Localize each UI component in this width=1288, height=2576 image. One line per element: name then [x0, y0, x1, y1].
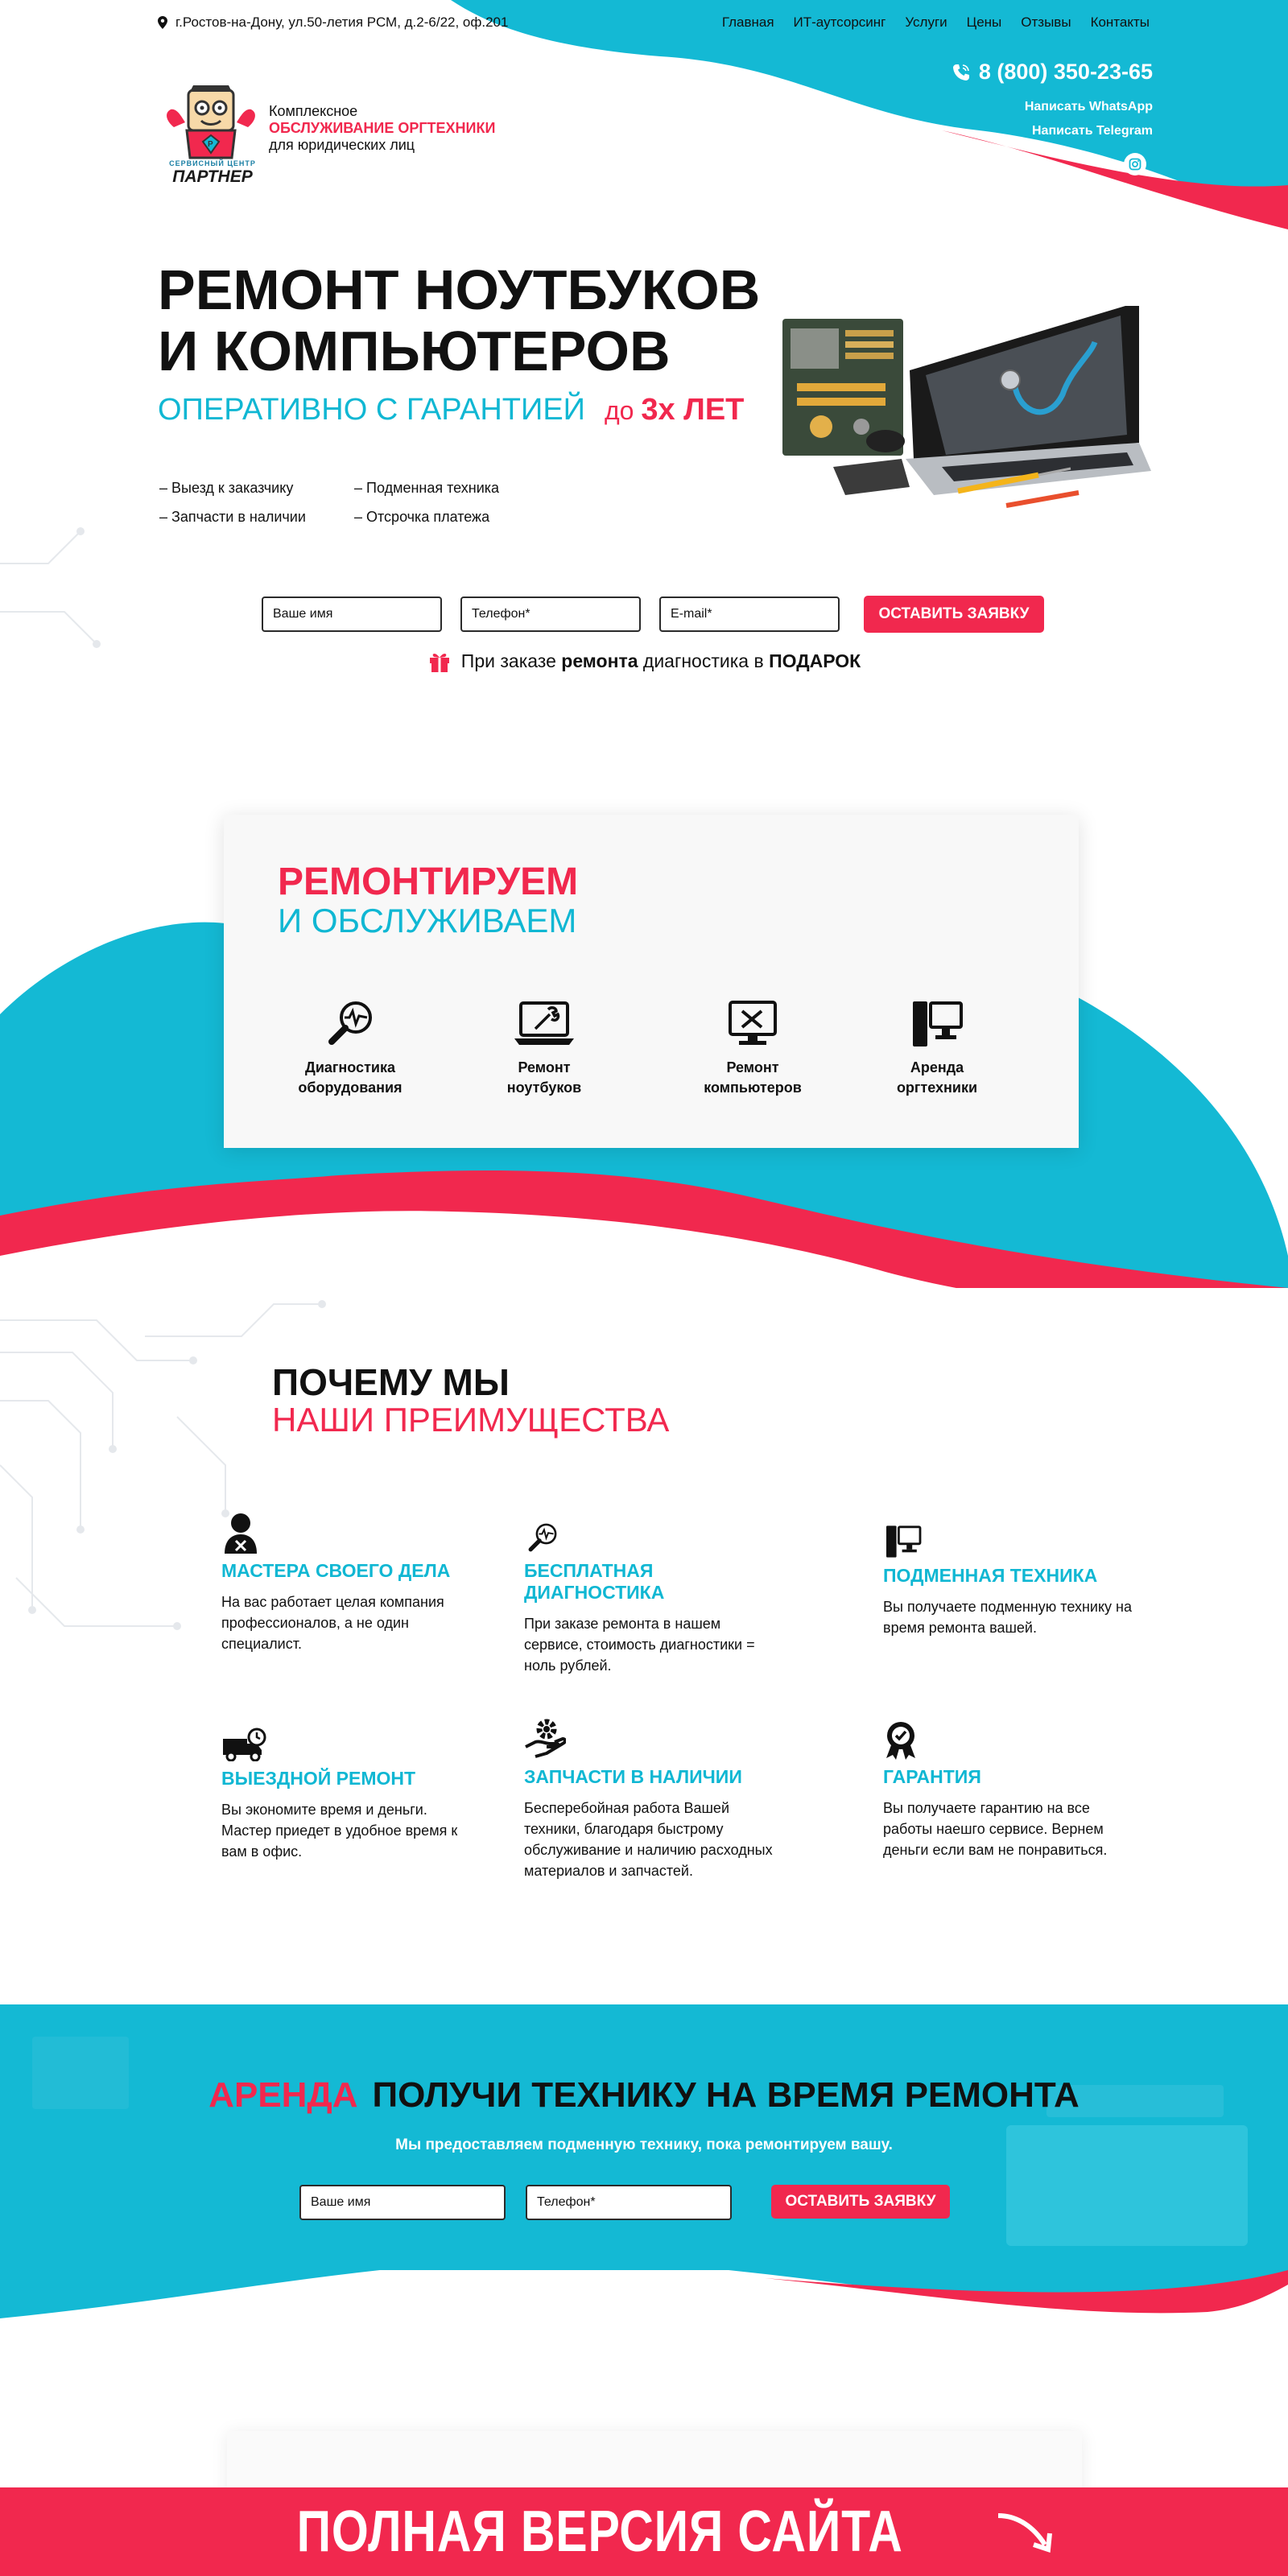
logo-caption-big: ПАРТНЕР: [172, 167, 253, 186]
service-label-line2: оргтехники: [896, 1080, 978, 1096]
nav-item-prices[interactable]: Цены: [966, 14, 1002, 30]
hero-laptop-motherboard-image: [773, 306, 1151, 515]
service-label-line2: ноутбуков: [506, 1080, 582, 1096]
service-label-line2: компьютеров: [704, 1080, 802, 1096]
hero-title-line2: И КОМПЬЮТЕРОВ: [158, 320, 671, 382]
email-input[interactable]: [659, 597, 840, 632]
hero-subtitle: [158, 393, 744, 427]
whatsapp-link[interactable]: Написать WhatsApp: [1024, 100, 1153, 114]
logo-tagline: [269, 103, 495, 154]
nav-item-contacts[interactable]: Контакты: [1090, 14, 1150, 30]
address-block: [158, 14, 508, 31]
advantage-text: Вы экономите время и деньги. Мастер приедет в удобное время к вам в офис.: [221, 1802, 458, 1860]
magnifier-pulse-icon: [524, 1521, 561, 1554]
hero-title: [158, 259, 760, 382]
advantages-subtitle: НАШИ ПРЕИМУЩЕСТВА: [272, 1401, 670, 1439]
full-version-banner[interactable]: [0, 2487, 1288, 2576]
warranty-badge: [605, 393, 744, 427]
name-input[interactable]: [262, 597, 442, 632]
technician-icon: [221, 1512, 260, 1554]
advantage-title: ЗАПЧАСТИ В НАЛИЧИИ: [524, 1766, 742, 1787]
advantage-title: ВЫЕЗДНОЙ РЕМОНТ: [221, 1768, 416, 1789]
advantage-item: [524, 1526, 782, 1676]
hero-subtitle-text: ОПЕРАТИВНО С ГАРАНТИЕЙ: [158, 393, 585, 427]
gift-text-pre: При заказе: [460, 650, 562, 671]
logo-caption-small: СЕРВИСНЫЙ ЦЕНТР: [169, 159, 256, 167]
phone-icon: [952, 63, 971, 82]
advantage-text: Вы получаете подменную технику на время ремонта вашей.: [883, 1599, 1132, 1636]
gift-note: [0, 649, 1288, 673]
desktop-pc-icon: [911, 1000, 963, 1048]
phone-link[interactable]: [952, 60, 1153, 85]
nav-item-reviews[interactable]: Отзывы: [1021, 14, 1071, 30]
warranty-prefix: до: [604, 396, 634, 425]
service-label-line1: Аренда: [910, 1059, 964, 1075]
rental-title-black: ПОЛУЧИ ТЕХНИКУ НА ВРЕМЯ РЕМОНТА: [372, 2075, 1080, 2115]
laptop-wrench-icon: [513, 1000, 576, 1048]
hero-feature: – Запчасти в наличии: [159, 509, 306, 525]
rental-name-input[interactable]: [299, 2185, 506, 2220]
service-item-rental[interactable]: [857, 995, 1018, 1098]
advantage-title: БЕСПЛАТНАЯ ДИАГНОСТИКА: [524, 1560, 665, 1603]
gift-text: [461, 650, 861, 672]
gift-text-bold2: ПОДАРОК: [769, 650, 861, 671]
advantage-item: [221, 1728, 479, 1862]
logo-caption: [161, 159, 264, 187]
logo-tagline-line1: Комплексное: [269, 103, 358, 119]
phone-input[interactable]: [460, 597, 641, 632]
submit-request-button[interactable]: ОСТАВИТЬ ЗАЯВКУ: [864, 596, 1044, 633]
hero-feature: – Отсрочка платежа: [354, 509, 490, 525]
logo-mascot-icon[interactable]: [158, 80, 264, 161]
hero-features-col2: [354, 473, 499, 531]
warranty-value: 3х ЛЕТ: [641, 393, 745, 427]
rental-title-red: АРЕНДА: [208, 2075, 358, 2115]
service-item-diagnostics[interactable]: [270, 995, 431, 1098]
telegram-link[interactable]: Написать Telegram: [1031, 124, 1153, 138]
advantage-item: [883, 1723, 1141, 1860]
advantage-text: Вы получаете гарантию на все работы наешго сервисе. Вернем деньги если вам не понравиться.: [883, 1800, 1108, 1858]
service-label-line1: Ремонт: [518, 1059, 571, 1075]
service-label-line1: Диагностика: [305, 1059, 395, 1075]
hero-feature: – Выезд к заказчику: [159, 480, 294, 496]
map-pin-icon: [158, 16, 167, 29]
award-badge-icon: [883, 1719, 919, 1760]
hero-features-col1: [159, 473, 306, 531]
logo-tagline-line3: для юридических лиц: [269, 137, 415, 153]
magnifier-pulse-icon: [325, 998, 375, 1048]
desktop-pc-icon: [883, 1525, 923, 1558]
services-subtitle: И ОБСЛУЖИВАЕМ: [278, 902, 577, 939]
gift-text-mid: диагностика в: [638, 650, 770, 671]
main-nav: [722, 14, 1150, 31]
logo-tagline-line2: ОБСЛУЖИВАНИЕ ОРГТЕХНИКИ: [269, 120, 496, 136]
advantage-text: Бесперебойная работа Вашей техники, благодаря быстрому обслуживание и наличию расходных материалов и запчастей.: [524, 1800, 773, 1879]
advantage-item: [883, 1530, 1141, 1638]
truck-clock-icon: [221, 1728, 268, 1761]
gift-icon: [427, 649, 452, 673]
address-text: г.Ростов-на-Дону, ул.50-летия РСМ, д.2-6/22, оф.201: [175, 14, 509, 30]
advantage-text: На вас работает целая компания профессионалов, а не один специалист.: [221, 1594, 444, 1652]
rental-submit-button[interactable]: ОСТАВИТЬ ЗАЯВКУ: [771, 2185, 950, 2219]
advantage-title: МАСТЕРА СВОЕГО ДЕЛА: [221, 1560, 451, 1581]
hero-feature: – Подменная техника: [354, 480, 500, 496]
service-label-line2: оборудования: [298, 1080, 402, 1096]
service-item-laptop-repair[interactable]: [464, 995, 625, 1098]
service-label-line1: Ремонт: [726, 1059, 779, 1075]
rental-phone-input[interactable]: [526, 2185, 732, 2220]
rental-subtitle: Мы предоставляем подменную технику, пока ремонтируем вашу.: [395, 2136, 893, 2153]
advantage-item: [524, 1715, 782, 1881]
advantages-title: ПОЧЕМУ МЫ: [272, 1361, 510, 1403]
nav-item-it-outsourcing[interactable]: ИТ-аутсорсинг: [793, 14, 886, 30]
advantage-text: При заказе ремонта в нашем сервисе, стоимость диагностики = ноль рублей.: [524, 1616, 755, 1674]
nav-item-home[interactable]: Главная: [721, 14, 774, 30]
phone-number: 8 (800) 350-23-65: [978, 60, 1153, 84]
service-item-computer-repair[interactable]: [672, 995, 833, 1098]
curved-arrow-icon: [993, 2508, 1058, 2556]
advantage-title: ПОДМЕННАЯ ТЕХНИКА: [883, 1565, 1098, 1586]
services-title: РЕМОНТИРУЕМ: [278, 861, 579, 903]
gear-hand-icon: [524, 1715, 566, 1760]
advantage-title: ГАРАНТИЯ: [883, 1766, 981, 1787]
rental-title: [0, 2075, 1288, 2116]
gift-text-bold1: ремонта: [561, 650, 638, 671]
advantage-item: [221, 1515, 479, 1654]
svg-text:P: P: [208, 140, 213, 149]
monitor-tools-icon: [728, 1000, 778, 1048]
hero-title-line1: РЕМОНТ НОУТБУКОВ: [158, 258, 761, 321]
full-version-text: ПОЛНАЯ ВЕРСИЯ САЙТА: [296, 2500, 903, 2564]
nav-item-services[interactable]: Услуги: [905, 14, 947, 30]
instagram-icon[interactable]: [1124, 153, 1146, 175]
